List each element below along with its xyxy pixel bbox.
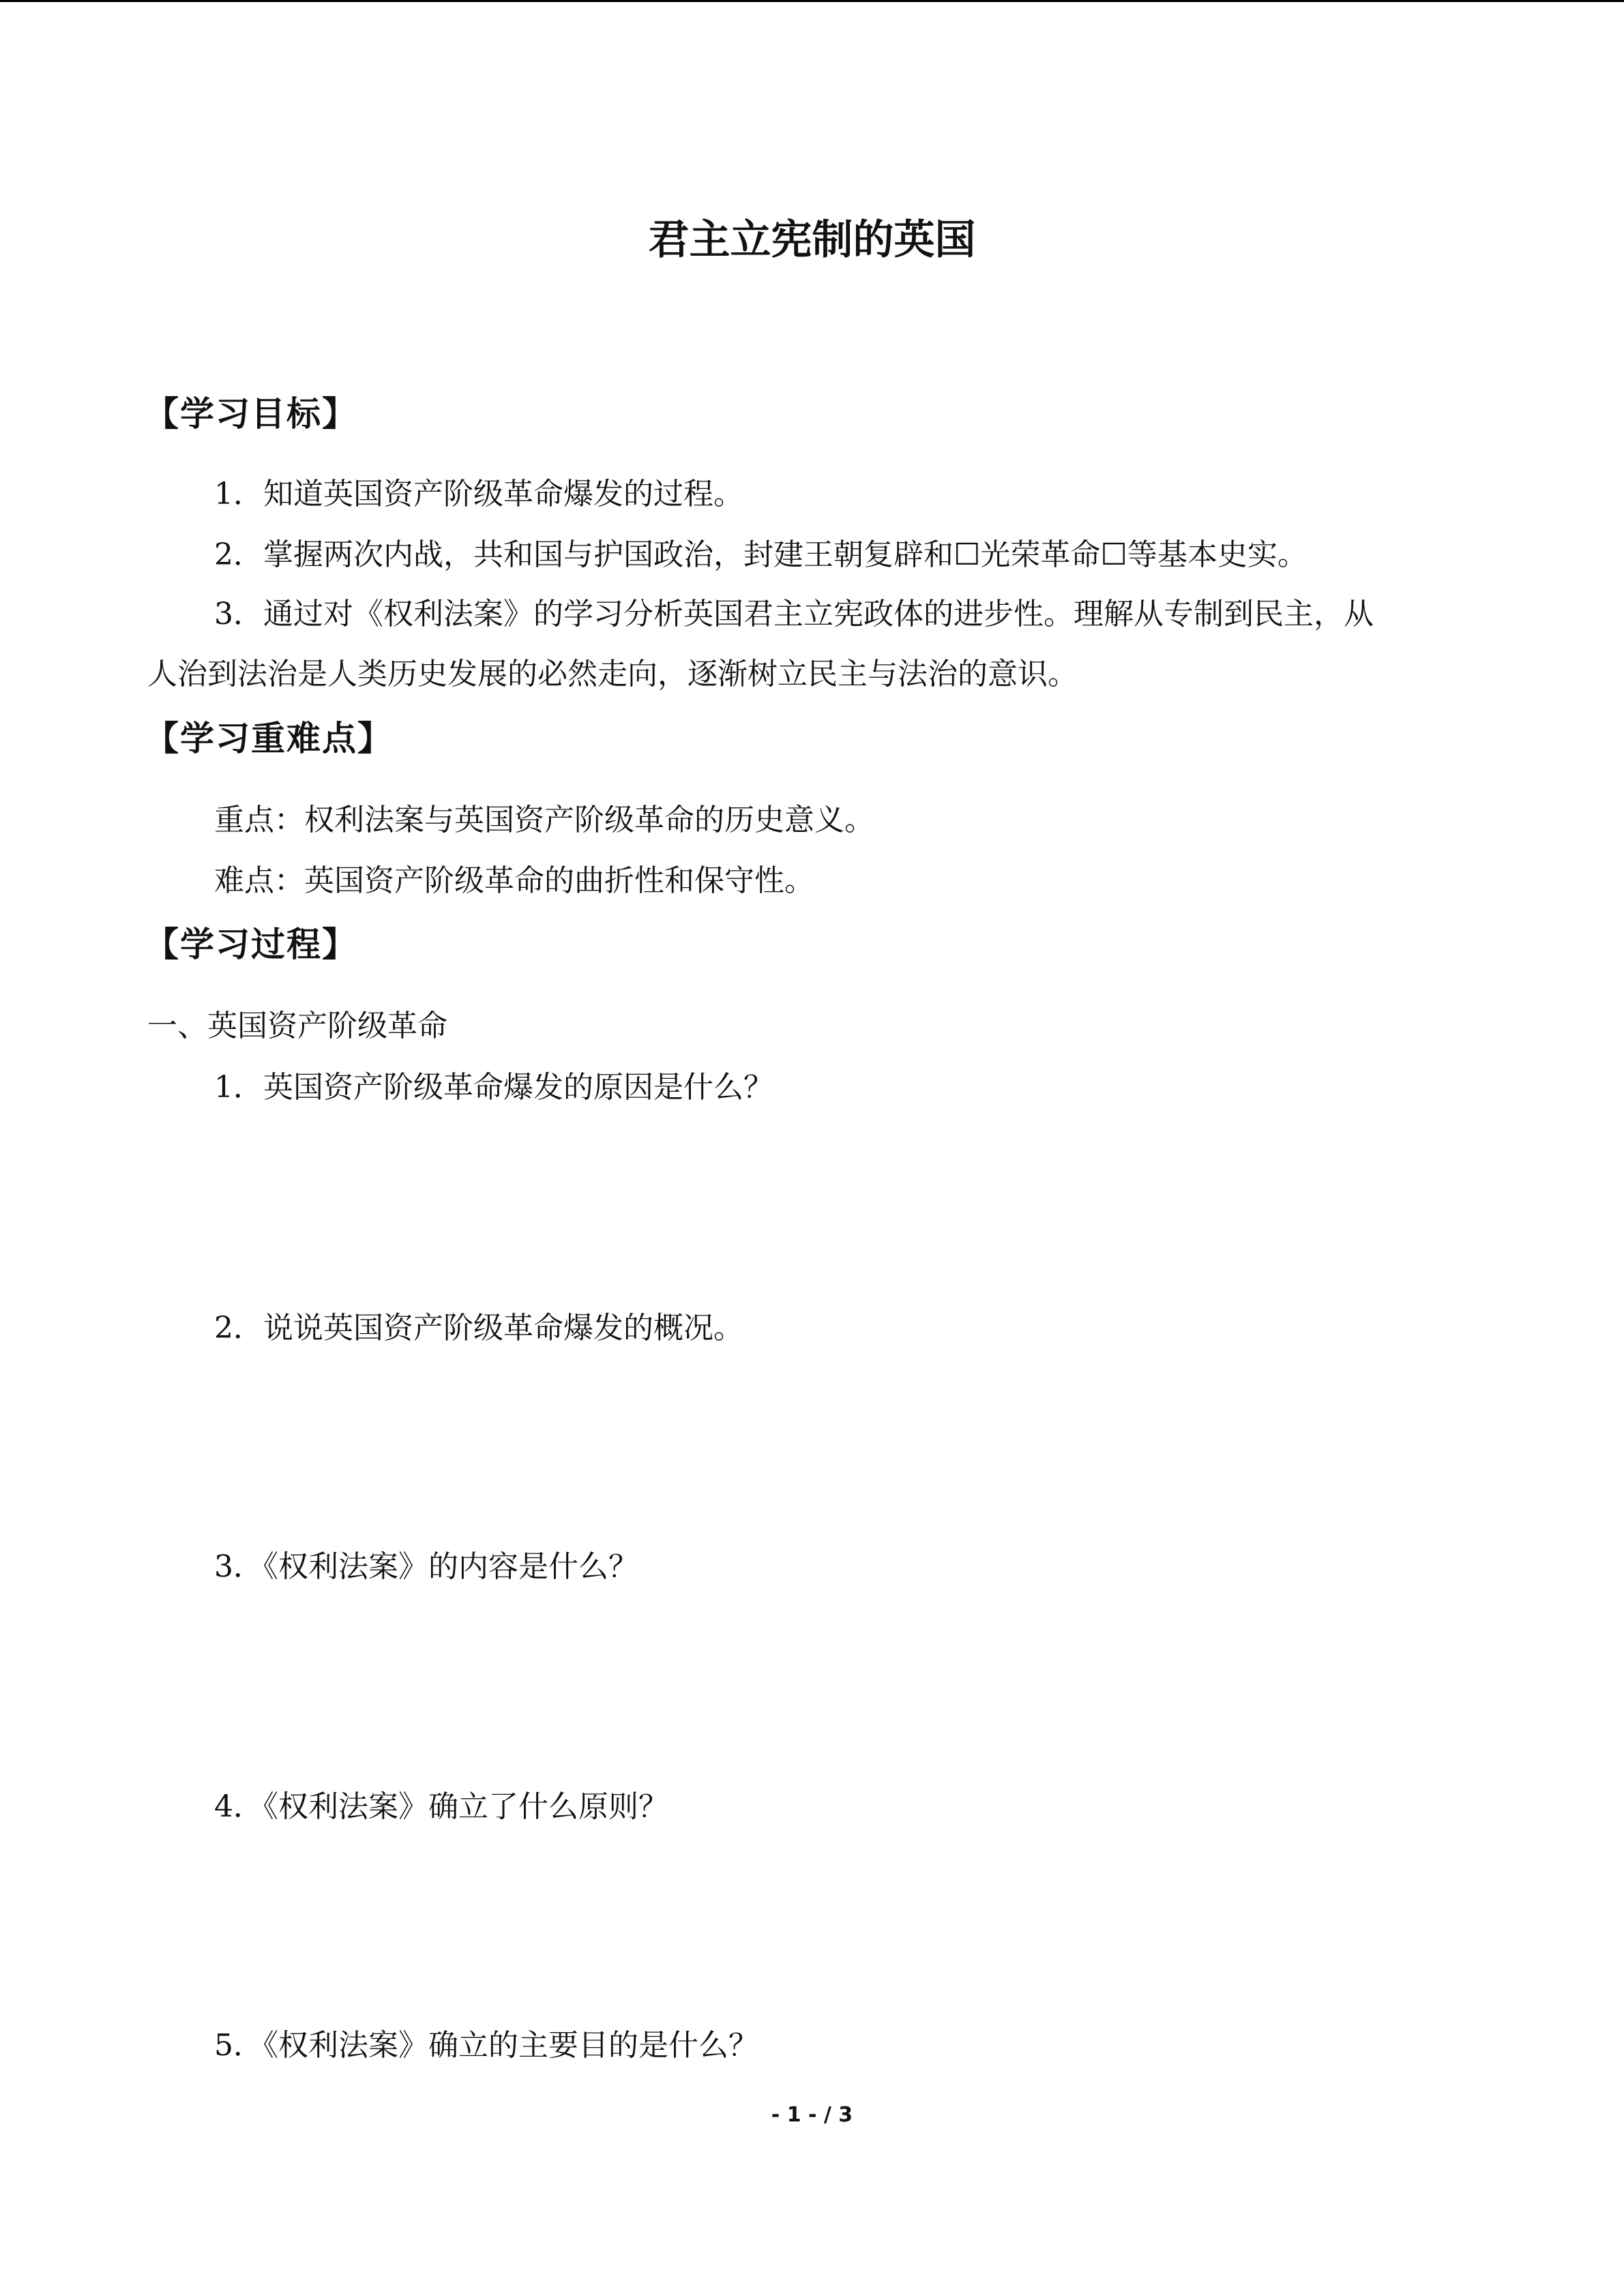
page-number: - 1 - / 3 xyxy=(771,2103,853,2127)
objective-item-3-continued: 人治到法治是人类历史发展的必然走向，逐渐树立民主与法治的意识。 xyxy=(147,657,1078,691)
key-points-heading: 【学习重难点】 xyxy=(145,719,393,758)
question-1: 1．英国资产阶级革命爆发的原因是什么？ xyxy=(214,1070,773,1105)
question-2: 2．说说英国资产阶级革命爆发的概况。 xyxy=(214,1311,743,1345)
objective-item-3: 3．通过对《权利法案》的学习分析英国君主立宪政体的进步性。理解从专制到民主，从 xyxy=(214,597,1374,631)
process-heading: 【学习过程】 xyxy=(145,925,357,964)
document-title: 君主立宪制的英国 xyxy=(648,216,976,264)
question-4: 4．《权利法案》确立了什么原则？ xyxy=(214,1789,668,1824)
question-3: 3．《权利法案》的内容是什么？ xyxy=(214,1549,638,1584)
key-point-difficult: 难点：英国资产阶级革命的曲折性和保守性。 xyxy=(214,863,814,898)
objective-item-1: 1．知道英国资产阶级革命爆发的过程。 xyxy=(214,477,743,511)
top-border-line xyxy=(0,0,1624,2)
objective-item-2: 2．掌握两次内战，共和国与护国政治，封建王朝复辟和☐光荣革命☐等基本史实。 xyxy=(214,537,1308,572)
objectives-heading: 【学习目标】 xyxy=(145,394,357,434)
key-point-important: 重点：权利法案与英国资产阶级革命的历史意义。 xyxy=(214,803,874,837)
question-5: 5．《权利法案》确立的主要目的是什么？ xyxy=(214,2028,758,2063)
process-subheading: 一、英国资产阶级革命 xyxy=(147,1009,447,1043)
